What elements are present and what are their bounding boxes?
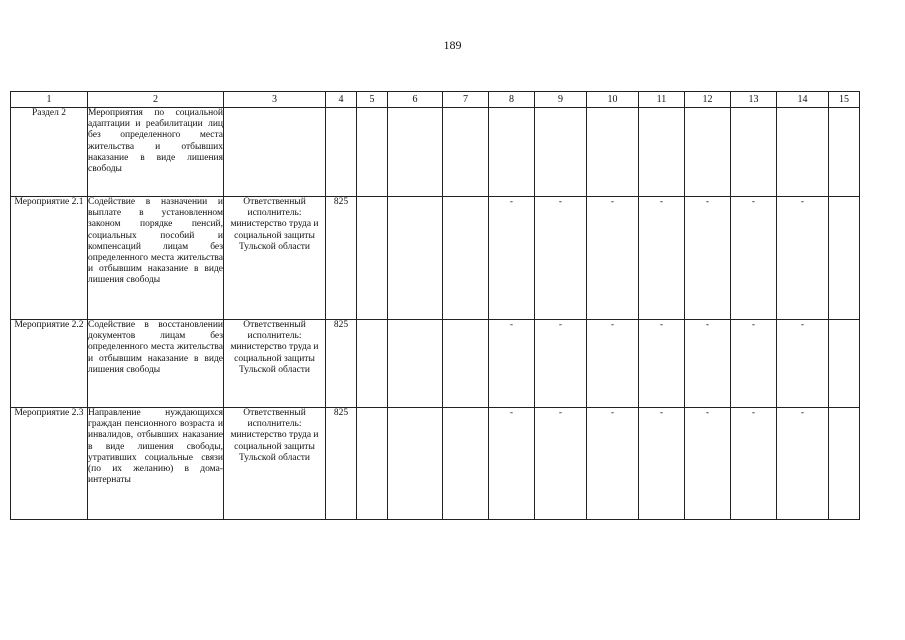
row-responsible: Ответственный исполнитель: министерство труда и социальной защиты Тульской области xyxy=(224,408,326,520)
dash-cell xyxy=(489,108,535,197)
dash-cell xyxy=(587,108,639,197)
row-responsible: Ответственный исполнитель: министерство труда и социальной защиты Тульской области xyxy=(224,197,326,320)
dash-cell xyxy=(535,108,587,197)
column-header: 13 xyxy=(731,92,777,108)
dash-cell: - xyxy=(587,408,639,520)
program-table xyxy=(10,91,860,520)
dash-cell: - xyxy=(731,197,777,320)
row-description: Направление нуждающихся граждан пенсионного возраста и инвалидов, отбывших наказание в виде лишения свободы, утративших социальные связи (по их желанию) в дома-интернаты xyxy=(88,408,224,520)
dash-cell: - xyxy=(587,197,639,320)
column-header: 14 xyxy=(777,92,829,108)
column-header: 8 xyxy=(489,92,535,108)
dash-cell: - xyxy=(731,320,777,408)
empty-cell xyxy=(443,108,489,197)
row-label: Раздел 2 xyxy=(11,108,88,197)
empty-cell xyxy=(357,197,388,320)
empty-cell xyxy=(357,108,388,197)
empty-cell xyxy=(443,320,489,408)
empty-cell xyxy=(388,320,443,408)
dash-cell: - xyxy=(639,320,685,408)
dash-cell: - xyxy=(777,197,829,320)
column-header: 11 xyxy=(639,92,685,108)
empty-cell xyxy=(388,197,443,320)
empty-cell xyxy=(829,320,860,408)
row-responsible: Ответственный исполнитель: министерство труда и социальной защиты Тульской области xyxy=(224,320,326,408)
row-description: Содействие в назначении и выплате в установленном законом порядке пенсий, социальных пособий и компенсаций лицам без определенного места жительства и отбывшим наказание в виде лишения свободы xyxy=(88,197,224,320)
dash-cell: - xyxy=(685,408,731,520)
dash-cell: - xyxy=(639,197,685,320)
column-header: 1 xyxy=(11,92,88,108)
empty-cell xyxy=(388,408,443,520)
dash-cell: - xyxy=(777,320,829,408)
dash-cell: - xyxy=(685,197,731,320)
column-header: 15 xyxy=(829,92,860,108)
dash-cell: - xyxy=(777,408,829,520)
row-responsible xyxy=(224,108,326,197)
dash-cell xyxy=(731,108,777,197)
dash-cell xyxy=(639,108,685,197)
header-row xyxy=(11,92,860,108)
dash-cell: - xyxy=(731,408,777,520)
dash-cell: - xyxy=(489,408,535,520)
column-header: 2 xyxy=(88,92,224,108)
row-code: 825 xyxy=(326,197,357,320)
row-code: 825 xyxy=(326,320,357,408)
empty-cell xyxy=(388,108,443,197)
row-label: Мероприятие 2.1 xyxy=(11,197,88,320)
empty-cell xyxy=(357,320,388,408)
row-label: Мероприятие 2.2 xyxy=(11,320,88,408)
table-row xyxy=(11,108,860,197)
dash-cell: - xyxy=(535,408,587,520)
column-header: 7 xyxy=(443,92,489,108)
column-header: 6 xyxy=(388,92,443,108)
table-row xyxy=(11,408,860,520)
dash-cell: - xyxy=(587,320,639,408)
empty-cell xyxy=(443,408,489,520)
table-row xyxy=(11,197,860,320)
dash-cell: - xyxy=(685,320,731,408)
dash-cell xyxy=(685,108,731,197)
dash-cell xyxy=(777,108,829,197)
empty-cell xyxy=(443,197,489,320)
table-row xyxy=(11,320,860,408)
column-header: 12 xyxy=(685,92,731,108)
row-label: Мероприятие 2.3 xyxy=(11,408,88,520)
dash-cell: - xyxy=(639,408,685,520)
row-description: Мероприятия по социальной адаптации и реабилитации лиц без определенного места жительства и отбывших наказание в виде лишения свободы xyxy=(88,108,224,197)
row-description: Содействие в восстановлении документов лицам без определенного места жительства и отбывшим наказание в виде лишения свободы xyxy=(88,320,224,408)
page-number: 189 xyxy=(443,38,462,52)
dash-cell: - xyxy=(489,320,535,408)
column-header: 3 xyxy=(224,92,326,108)
column-header: 9 xyxy=(535,92,587,108)
empty-cell xyxy=(357,408,388,520)
empty-cell xyxy=(829,408,860,520)
dash-cell: - xyxy=(535,197,587,320)
empty-cell xyxy=(829,108,860,197)
column-header: 5 xyxy=(357,92,388,108)
column-header: 4 xyxy=(326,92,357,108)
column-header: 10 xyxy=(587,92,639,108)
dash-cell: - xyxy=(489,197,535,320)
dash-cell: - xyxy=(535,320,587,408)
row-code: 825 xyxy=(326,408,357,520)
empty-cell xyxy=(829,197,860,320)
row-code xyxy=(326,108,357,197)
